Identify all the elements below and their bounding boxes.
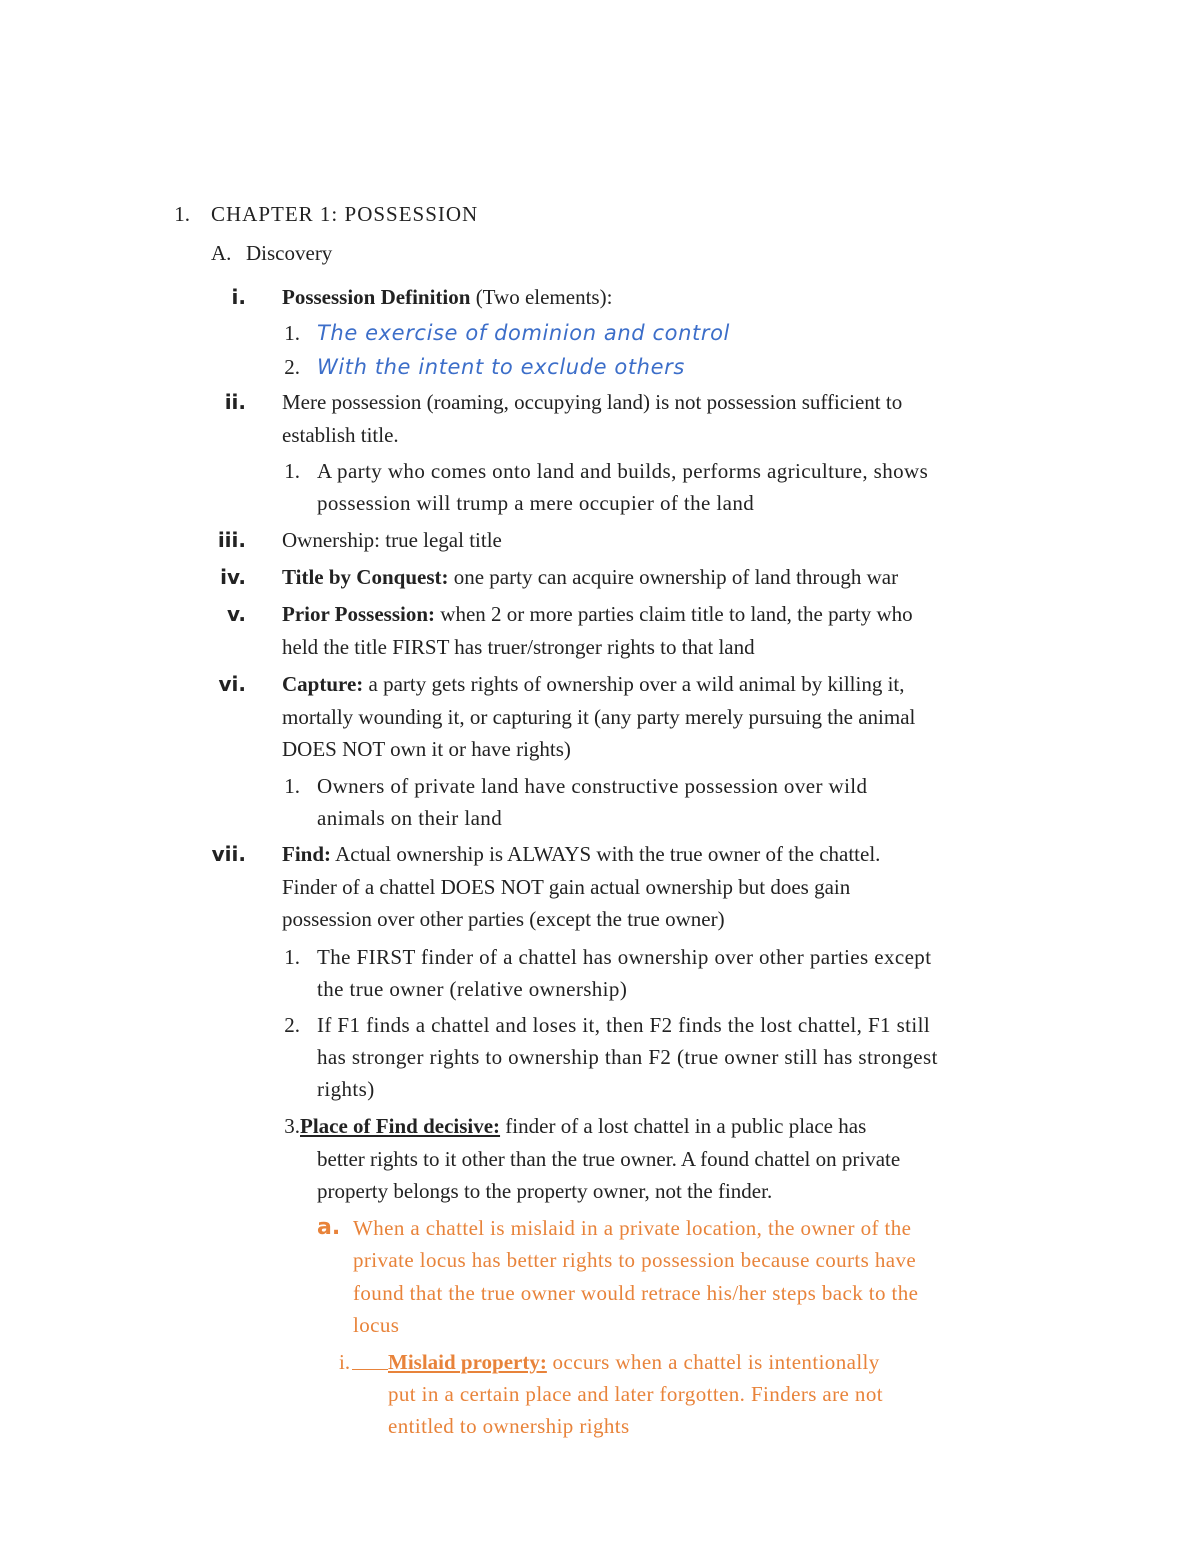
item-iii-text: Ownership: true legal title [282, 528, 502, 552]
chapter-title: CHAPTER 1: POSSESSION [211, 202, 479, 226]
item-v-marker: v. [226, 602, 246, 626]
item-vi-sub1-line1: Owners of private land have constructive possession over wild [317, 774, 868, 798]
item-vii-sub3-line1 [300, 1113, 866, 1139]
item-vii-a-i-line1 [352, 1349, 880, 1375]
item-v-rest: when 2 or more parties claim title to land, the party who [435, 602, 913, 626]
item-vi-marker: vi. [218, 672, 246, 696]
item-i-text [282, 284, 612, 310]
item-vi-bold: Capture: [282, 672, 364, 696]
item-vi-line1 [282, 671, 905, 697]
item-ii-marker: ii. [224, 390, 246, 414]
item-vii-line2: Finder of a chattel DOES NOT gain actual ownership but does gain [282, 875, 851, 899]
item-vii-bold: Find: [282, 842, 332, 866]
item-vii-sub1-line1: The FIRST finder of a chattel has ownership over other parties except [317, 945, 932, 969]
item-vii-sub3-rest: finder of a lost chattel in a public place has [500, 1114, 867, 1138]
item-ii-line2: establish title. [282, 423, 399, 447]
item-i-bold: Possession Definition [282, 285, 471, 309]
item-vii-sub2-line1: If F1 finds a chattel and loses it, then F2 finds the lost chattel, F1 still [317, 1013, 931, 1037]
item-vii-a-i-rest: occurs when a chattel is intentionally [546, 1350, 880, 1374]
section-a-marker: A. [211, 241, 232, 265]
item-vi-sub1-marker: 1. [284, 774, 300, 798]
item-vii-sub3-marker: 3. [284, 1114, 300, 1138]
item-vii-sub2-line2: has stronger rights to ownership than F2 (true owner still has strongest [317, 1045, 938, 1069]
item-i-sub2-text: With the intent to exclude others [317, 355, 685, 379]
item-v-line2: held the title FIRST has truer/stronger rights to that land [282, 635, 755, 659]
item-iv-text [282, 564, 898, 590]
item-vii-a-line4: locus [353, 1313, 400, 1337]
item-vii-a-i-line2: put in a certain place and later forgotten. Finders are not [388, 1382, 883, 1406]
item-vii-a-i-line3: entitled to ownership rights [388, 1414, 630, 1438]
item-vi-line2: mortally wounding it, or capturing it (any party merely pursuing the animal [282, 705, 916, 729]
item-vii-sub2-line3: rights) [317, 1077, 375, 1101]
item-vii-sub1-marker: 1. [284, 945, 300, 969]
item-iv-bold: Title by Conquest: [282, 565, 449, 589]
item-vii-a-i-marker: i. [339, 1350, 351, 1374]
item-vii-a-line1: When a chattel is mislaid in a private location, the owner of the [353, 1216, 912, 1240]
item-iv-marker: iv. [220, 565, 246, 589]
item-vii-sub1-line2: the true owner (relative ownership) [317, 977, 628, 1001]
item-i-sub1-text: The exercise of dominion and control [317, 321, 730, 345]
item-ii-sub1-marker: 1. [284, 459, 300, 483]
item-vii-a-line3: found that the true owner would retrace his/her steps back to the [353, 1281, 919, 1305]
item-vii-a-i-underline-lead [352, 1349, 388, 1370]
item-iii-marker: iii. [217, 528, 246, 552]
item-i-rest: (Two elements): [470, 285, 613, 309]
chapter-marker: 1. [174, 202, 190, 226]
item-ii-sub1-line2: possession will trump a mere occupier of the land [317, 491, 755, 515]
item-vii-a-marker: a. [317, 1215, 341, 1240]
item-vii-marker: vii. [211, 842, 246, 866]
item-i-sub2-marker: 2. [284, 355, 300, 379]
item-vii-line3: possession over other parties (except the true owner) [282, 907, 725, 931]
item-vii-sub2-marker: 2. [284, 1013, 300, 1037]
section-a-title: Discovery [246, 241, 333, 265]
item-iv-rest: one party can acquire ownership of land through war [448, 565, 899, 589]
item-vii-sub3-bold: Place of Find decisive: [300, 1114, 501, 1138]
item-vii-sub3-line2: better rights to it other than the true owner. A found chattel on private [317, 1147, 901, 1171]
item-vii-a-line2: private locus has better rights to possession because courts have [353, 1248, 917, 1272]
item-i-sub1-marker: 1. [284, 321, 300, 345]
item-ii-line1: Mere possession (roaming, occupying land) is not possession sufficient to [282, 390, 903, 414]
item-vii-a-i-bold: Mislaid property: [388, 1350, 547, 1374]
item-ii-sub1-line1: A party who comes onto land and builds, performs agriculture, shows [317, 459, 929, 483]
item-vi-sub1-line2: animals on their land [317, 806, 503, 830]
item-v-bold: Prior Possession: [282, 602, 436, 626]
item-vii-sub3-line3: property belongs to the property owner, not the finder. [317, 1179, 773, 1203]
item-i-marker: i. [231, 285, 246, 309]
item-vii-rest: Actual ownership is ALWAYS with the true owner of the chattel. [331, 842, 881, 866]
item-vii-line1 [282, 841, 880, 867]
item-v-line1 [282, 601, 913, 627]
item-vi-line3: DOES NOT own it or have rights) [282, 737, 571, 761]
item-vi-rest: a party gets rights of ownership over a wild animal by killing it, [363, 672, 905, 696]
